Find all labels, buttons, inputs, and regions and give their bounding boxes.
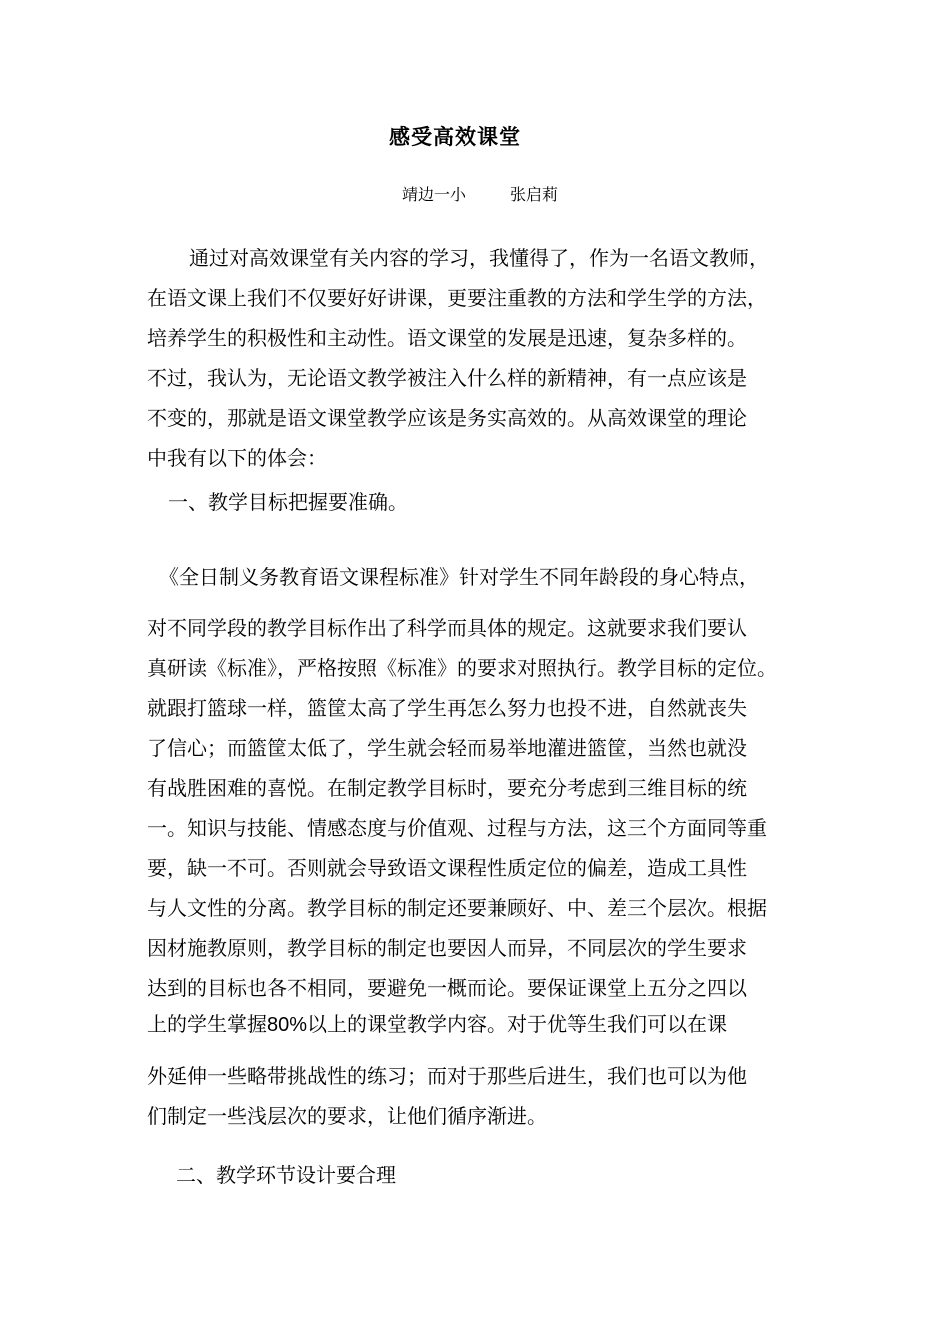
paragraph-line: 与人文性的分离。教学目标的制定还要兼顾好、中、差三个层次。根据: [147, 896, 767, 920]
section1-first-line: [147, 557, 807, 597]
paragraph-line: 《全日制义务教育语文课程标准》针对学生不同年龄段的身心特点，: [159, 565, 759, 589]
paragraph-line: 一。知识与技能、情感态度与价值观、过程与方法，这三个方面同等重: [147, 816, 767, 840]
paragraph-line: [147, 1004, 807, 1045]
paragraph-line: 有战胜困难的喜悦。在制定教学目标时，要充分考虑到三维目标的统: [147, 776, 747, 800]
paragraph-line: 不过，我认为，无论语文教学被注入什么样的新精神，有一点应该是: [147, 366, 747, 390]
paragraph-line: 不变的，那就是语文课堂教学应该是务实高效的。从高效课堂的理论: [147, 406, 747, 430]
paragraph-line: 培养学生的积极性和主动性。语文课堂的发展是迅速，复杂多样的。: [147, 326, 747, 350]
paragraph-line: 因材施教原则，教学目标的制定也要因人而异，不同层次的学生要求: [147, 936, 747, 960]
text-fragment: 以上的课堂教学内容。对于优等生我们可以在课: [307, 1012, 728, 1036]
section-heading-2: 二、教学环节设计要合理: [176, 1163, 396, 1187]
paragraph-line: 达到的目标也各不相同，要避免一概而论。要保证课堂上五分之四以: [147, 976, 747, 1000]
paragraph-line: 了信心；而篮筐太低了，学生就会轻而易举地灌进篮筐，当然也就没: [147, 736, 747, 760]
author-name: 张启莉: [510, 185, 559, 204]
paragraph-line: 中我有以下的体会：: [147, 446, 327, 470]
paragraph-line: 在语文课上我们不仅要好好讲课，更要注重教的方法和学生学的方法，: [147, 286, 767, 310]
section-heading-1: 一、教学目标把握要准确。: [168, 490, 408, 514]
section1-percent-line: [147, 1004, 807, 1045]
author-school: 靖边一小: [402, 185, 467, 204]
paragraph-line: 通过对高效课堂有关内容的学习，我懂得了，作为一名语文教师，: [189, 246, 769, 270]
author-line: [402, 180, 558, 210]
text-fragment: 上的学生掌握: [147, 1012, 267, 1036]
paragraph-line: 们制定一些浅层次的要求，让他们循序渐进。: [147, 1104, 547, 1128]
intro-paragraph: [147, 238, 807, 478]
paragraph-line: 要，缺一不可。否则就会导致语文课程性质定位的偏差，造成工具性: [147, 856, 747, 880]
paragraph-line: 真研读《标准》，严格按照《标准》的要求对照执行。教学目标的定位。: [147, 656, 777, 680]
paragraph-line: 对不同学段的教学目标作出了科学而具体的规定。这就要求我们要认: [147, 616, 747, 640]
percent-value: 80%: [267, 1014, 308, 1036]
document-title: 感受高效课堂: [389, 125, 521, 149]
paragraph-line: 就跟打篮球一样，篮筐太高了学生再怎么努力也投不进，自然就丧失: [147, 696, 747, 720]
section1-paragraph: [147, 608, 807, 1008]
paragraph-line: 外延伸一些略带挑战性的练习；而对于那些后进生，我们也可以为他: [147, 1064, 747, 1088]
section1-end-paragraph: [147, 1056, 807, 1136]
